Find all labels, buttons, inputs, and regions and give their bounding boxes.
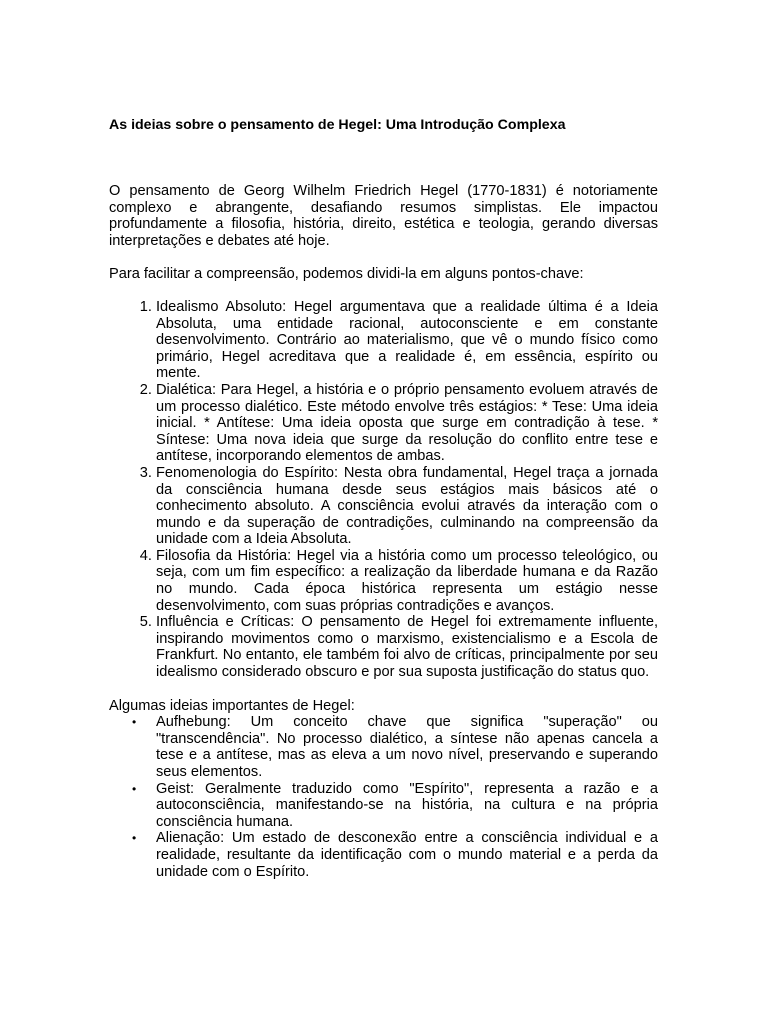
key-point-item [156,614,658,680]
idea-text: Um estado de desconexão entre a consciência individual e a realidade, resultante da identificação com o mundo material e a perda da unidade com o Espírito. [156,830,658,880]
key-point-item [156,465,658,548]
key-point-term: Filosofia da História: [156,547,292,564]
document-body [109,183,658,880]
idea-term: Geist: [156,780,195,797]
key-point-term: Influência e Críticas: [156,614,295,631]
bullet-icon: • [132,831,137,846]
idea-text: Um conceito chave que significa "superação" ou "transcendência". No processo dialético, a síntese não apenas cancela a tese e a antítese, mas as eleva a um novo nível, preservando e superando seus elementos. [156,714,658,780]
idea-text: Geralmente traduzido como "Espírito", representa a razão e a autoconsciência, manifestando-se na história, na cultura e na própria consciência humana. [156,780,658,830]
key-point-item [156,548,658,614]
idea-item [132,780,658,831]
lead-paragraph: Para facilitar a compreensão, podemos dividi-la em alguns pontos-chave: [109,266,584,283]
idea-term: Alienação: [156,830,225,847]
ideas-heading: Algumas ideias importantes de Hegel: [109,697,355,714]
key-points-list [109,299,658,681]
key-point-term: Idealismo Absoluto: [156,298,287,315]
idea-item [132,714,658,780]
key-point-item [156,382,658,465]
bullet-icon: • [132,781,137,796]
key-point-text: Para Hegel, a história e o próprio pensamento evoluem através de um processo dialético. Este método envolve três estágios: * Tese: Uma ideia inicial. * Antítese: Uma ideia oposta que surge em contradição à tese. * Síntese: Uma nova ideia que surge da resolução do conflito entre tese e antítese, incorporando elementos de ambas. [156,381,658,465]
idea-item [132,830,658,880]
key-point-text: Hegel via a história como um processo teleológico, ou seja, com um fim específico: a realização da liberdade humana e da Razão no mundo. Cada época histórica representa um estágio nesse desenvolvimento, com suas próprias contradições e avanços. [156,547,658,614]
intro-paragraph: O pensamento de Georg Wilhelm Friedrich Hegel (1770-1831) é notoriamente complexo e abrangente, desafiando resumos simplistas. Ele impactou profundamente a filosofia, história, direito, estética e teologia, gerando diversas interpretações e debates até hoje. [109,183,658,249]
key-point-item [156,299,658,382]
bullet-icon: • [132,715,137,730]
key-point-text: Nesta obra fundamental, Hegel traça a jornada da consciência humana desde seus estágios mais básicos até o conhecimento absoluto. A consciência evolui através da interação com o mundo e da superação de contradições, culminando na compreensão da unidade com a Ideia Absoluta. [156,464,658,548]
idea-term: Aufhebung: [156,714,231,731]
ideas-list [109,714,658,880]
key-point-term: Fenomenologia do Espírito: [156,464,339,481]
key-point-term: Dialética: [156,381,217,398]
key-point-text: Hegel argumentava que a realidade última é a Ideia Absoluta, uma entidade racional, autoconsciente e em constante desenvolvimento. Contrário ao materialismo, que vê o mundo físico como primário, Hegel acreditava que a realidade é, em essência, espírito ou mente. [156,298,658,382]
key-point-text: O pensamento de Hegel foi extremamente influente, inspirando movimentos como o marxismo, existencialismo e a Escola de Frankfurt. No entanto, ele também foi alvo de críticas, principalmente por seu idealismo considerado obscuro e por sua suposta justificação do status quo. [156,614,658,681]
document-title: As ideias sobre o pensamento de Hegel: Uma Introdução Complexa [109,117,566,133]
